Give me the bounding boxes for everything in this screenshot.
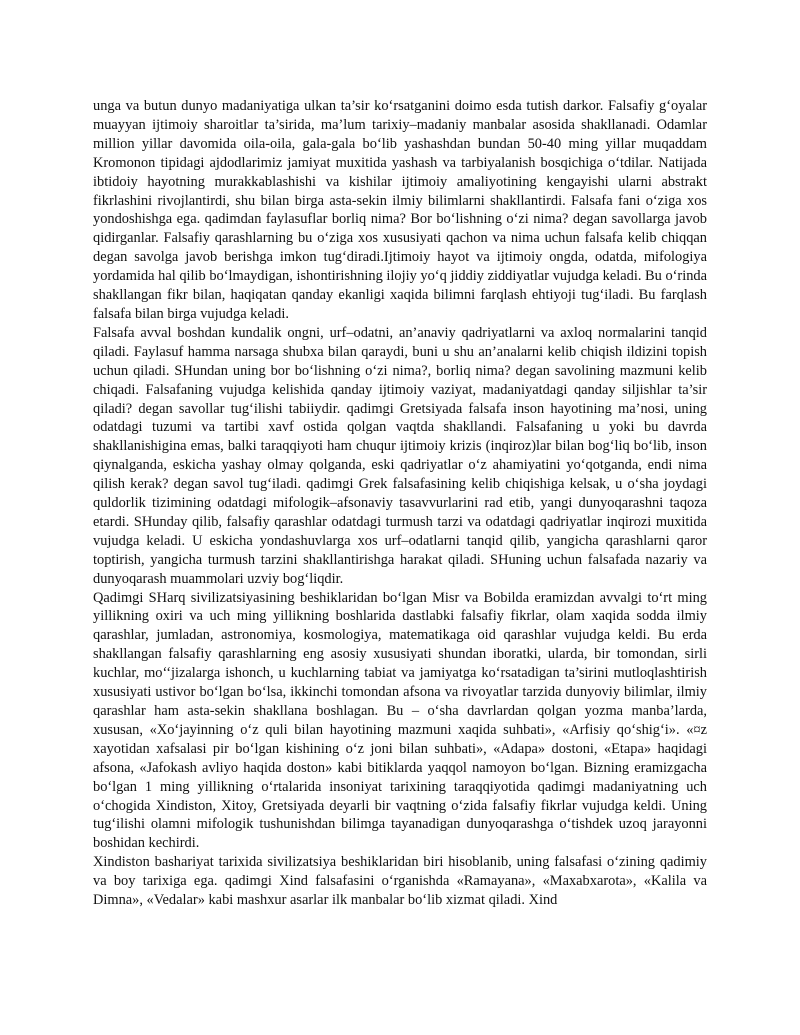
document-page	[93, 97, 707, 910]
paragraph-origins-of-philosophy: unga va butun dunyo madaniyatiga ulkan ta’sir ko‘rsatganini doimo esda tutish darkor. Falsafiy g‘oyalar muayyan ijtimoiy sharoitlar ta’sirida, ma’lum tarixiy–madaniy manbalar asosida shakllanadi. Odamlar million yillar davomida oila-oila, gala-gala bo‘lib yashashdan bundan 50-40 ming yillar muqaddam Kromonon tipidagi ajdodlarimiz jamiyat muxitida yashash va tarbiyalanish bosqichiga o‘tdilar. Natijada ibtidoiy hayotning murakkablashishi va kishilar ijtimoiy amaliyotining kengayishi ularni abstrakt fikrlashini rivojlantirdi, shu bilan birga asta-sekin ilmiy bilimlarni shakllantirdi. Falsafa fani o‘ziga xos yondoshishga ega. qadimdan faylasuflar borliq nima? Bor bo‘lishning o‘zi nima? degan savollarga javob qidirganlar. Falsafiy qarashlarning bu o‘ziga xos xususiyati qachon va nima uchun falsafa kelib chiqqan degan savolga javob berishga imkon tug‘diradi.Ijtimoiy hayot va ijtimoiy ongda, odatda, mifologiya yordamida hal qilib bo‘lmaydigan, ishontirishning ilojiy yo‘q jiddiy ziddiyatlar vujudga keladi. Bu o‘rinda shakllangan fikr bilan, haqiqatan qanday ekanligi xaqida bilimni farqlash ehtiyoji tug‘iladi. Bu farqlash falsafa bilan birga vujudga keladi.	[93, 98, 707, 322]
paragraph-india: Xindiston bashariyat tarixida sivilizatsiya beshiklaridan biri hisoblanib, uning falsafasi o‘zining qadimiy va boy tarixiga ega. qadimgi Xind falsafasini o‘rganishda «Ramayana», «Maxabxarota», «Kalila va Dimna», «Vedalar» kabi mashxur asarlar ilk manbalar bo‘lib xizmat qiladi. Xind	[93, 854, 707, 909]
paragraph-ancient-east: Qadimgi SHarq sivilizatsiyasining beshiklaridan bo‘lgan Misr va Bobilda eramizdan avvalgi to‘rt ming yillikning oxiri va uch ming yillikning boshlarida dastlabki falsafiy fikrlar, olam xaqida sodda ilmiy qarashlar, jumladan, astronomiya, kosmologiya, matematikaga oid qarashlar vujudga keldi. Bu erda shakllangan falsafiy qarashlarning eng asosiy xususiyati shundan iboratki, ularda, bir tomondan, sirli kuchlar, mo‘‘jizalarga ishonch, u kuchlarning tabiat va jamiyatga ko‘rsatadigan ta’sirini mutloqlashtirish xususiyati ustivor bo‘lgan bo‘lsa, ikkinchi tomondan afsona va rivoyatlar tarzida dunyoviy bilimlar, ilmiy qarashlar ham asta-sekin shakllana boshlagan. Bu – o‘sha davrlardan qolgan yozma manba’larda, xususan, «Xo‘jayinning o‘z quli bilan hayotining mazmuni xaqida suhbati», «Arfisiy qo‘shig‘i». «¤z xayotidan xafsalasi pir bo‘lgan kishining o‘z joni bilan suhbati», «Adapa» dostoni, «Etapa» haqidagi afsona, «Jafokash avliyo haqida doston» kabi bitiklarda yaqqol namoyon bo‘lgan. Bizning eramizgacha bo‘lgan 1 ming yillikning o‘rtalarida insoniyat tarixining taraqqiyotida qadimgi madaniyatning uch o‘chogida Xindiston, Xitoy, Gretsiyada deyarli bir vaqtning o‘zida falsafiy fikrlar vujudga keldi. Uning tug‘ilishi olamni mifologik tushunishdan bilimga tayanadigan dunyoqarashga o‘tishdek uzoq jarayonni boshidan kechirdi.	[93, 589, 707, 852]
paragraph-philosophy-critique: Falsafa avval boshdan kundalik ongni, urf–odatni, an’anaviy qadriyatlarni va axloq normalarini tanqid qiladi. Faylasuf hamma narsaga shubxa bilan qaraydi, buni u shu an’analarni kelib chiqish ildizini topish uchun qiladi. SHundan uning bor bo‘lishning o‘zi nima?, borliq nima? degan savolining mazmuni kelib chiqadi. Falsafaning vujudga kelishida qanday ijtimoiy vaziyat, madaniyatdagi qanday siljishlar ta’sir qiladi? degan savollar tug‘ilishi tabiiydir. qadimgi Gretsiyada falsafa inson hayotining ma’nosi, uning odatdagi tuzumi va tartibi xavf ostida qolgan vaqtda shakllandi. Falsafaning u yoki bu davrda shakllanishigina emas, balki taraqqiyoti ham chuqur ijtimoiy krizis (inqiroz)lar bilan bog‘liq bo‘lib, inson qiynalganda, eskicha yashay olmay qolganda, eski qadriyatlar o‘z ahamiyatini yo‘qotganda, endi nima qilish kerak? degan savol tug‘iladi. qadimgi Grek falsafasining kelib chiqishiga kelsak, u o‘sha joydagi quldorlik tizimining odatdagi mifologik–afsonaviy tasavvurlarini rad etib, yangi dunyoqarashni taqoza etardi. SHunday qilib, falsafiy qarashlar odatdagi turmush tarzi va odatdagi qadriyatlar inqirozi muxitida vujudga keladi. U eskicha yondashuvlarga xos urf–odatlarni tanqid qilib, yangicha qarashlarni qaror toptirish, yangicha turmush tarzini shakllantirishga harakat qiladi. SHuning uchun falsafada nazariy va dunyoqarash muammolari uzviy bog‘liqdir.	[93, 324, 707, 587]
